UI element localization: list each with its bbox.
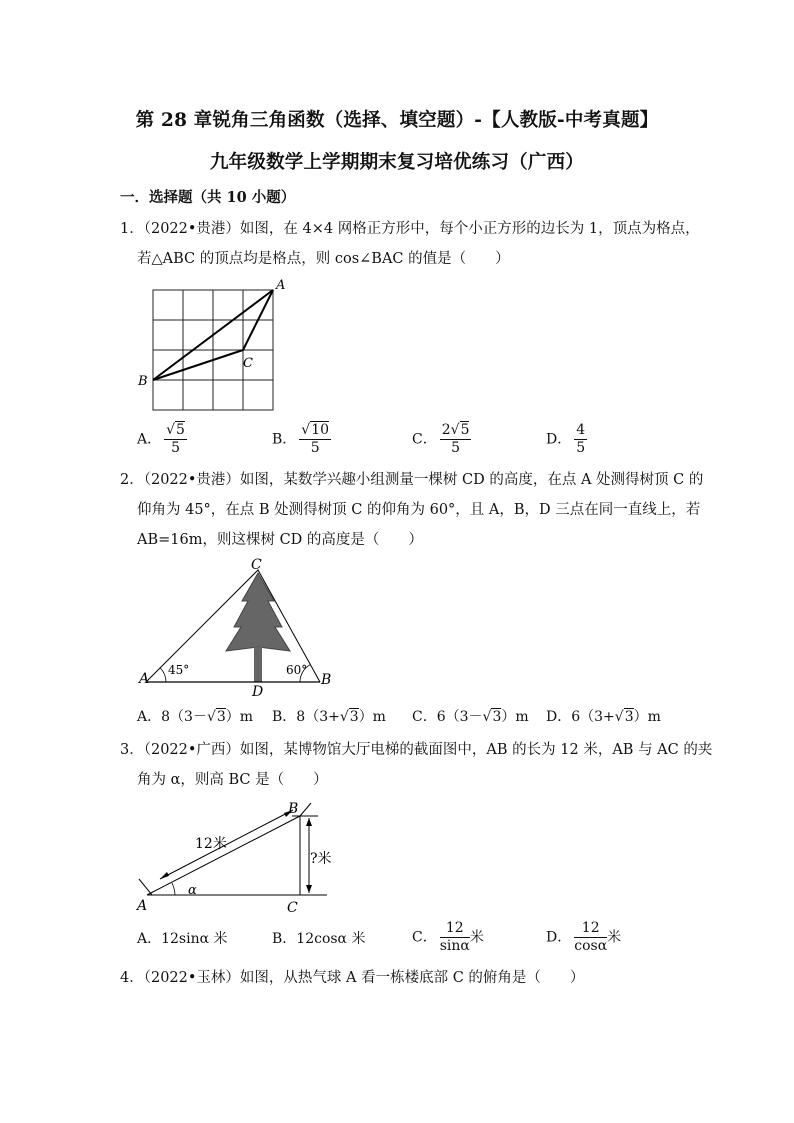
q2-tree-figure (130, 555, 345, 700)
q2-label-c: C (251, 557, 262, 573)
title-line-1: 第 28 章锐角三角函数（选择、填空题）-【人教版-中考真题】 (135, 110, 659, 131)
q3-escalator-figure (130, 795, 345, 920)
q3-label-a: A (137, 898, 148, 914)
q2-line-3: AB=16m，则这棵树 CD 的高度是（ ） (137, 532, 423, 548)
q3-line-2: 角为 α，则高 BC 是（ ） (137, 772, 328, 788)
title-line-2: 九年级数学上学期期末复习培优练习（广西） (209, 152, 584, 173)
q1-label-c: C (243, 356, 253, 371)
q2-angle-b: 60° (286, 663, 308, 677)
q3-option-a: A．12sinα 米 (137, 931, 228, 947)
q3-label-b: B (288, 801, 299, 817)
q2-option-d: D．6（3+√3）m (546, 709, 661, 725)
q2-line-1: 2．（2022•贵港）如图，某数学兴趣小组测量一棵树 CD 的高度，在点 A 处测得树顶 C 的 (120, 472, 704, 488)
q1-label-b: B (138, 374, 148, 389)
q3-option-b: B．12cosα 米 (272, 931, 366, 947)
q2-tree-trunk (254, 647, 262, 682)
q3-option-d: D． $\frac{12}{\cos\alpha}$ 米 (546, 920, 622, 954)
q3-line-1: 3．（2022•广西）如图，某博物馆大厅电梯的截面图中，AB 的长为 12 米，AB 与 AC 的夹 (120, 742, 713, 758)
q2-option-c: C．6（3－√3）m (412, 709, 529, 725)
q2-angle-a: 45° (168, 663, 190, 677)
q2-label-b: B (321, 672, 332, 688)
q1-option-d: D． $\frac{4}{5}$ (546, 422, 586, 456)
q1-line-1: 1．（2022•贵港）如图，在 4×4 网格正方形中，每个小正方形的边长为 1，顶点为格点， (120, 221, 700, 237)
q3-option-c: C． $\frac{12}{\sin\alpha}$ 米 (412, 920, 484, 954)
section-heading: 一．选择题（共 10 小题） (120, 189, 296, 206)
q2-label-a: A (139, 671, 150, 687)
q2-label-d: D (252, 684, 264, 700)
q1-grid-figure (130, 275, 300, 420)
q2-line-2: 仰角为 45°，在点 B 处测得树顶 C 的仰角为 60°，且 A，B，D 三点在同一直线上，若 (137, 502, 701, 518)
q3-label-c: C (287, 900, 298, 916)
q2-tree-foliage (226, 573, 290, 651)
q3-height-label: ?米 (310, 851, 332, 867)
q4-line-1: 4．（2022•玉林）如图，从热气球 A 看一栋楼底部 C 的俯角是（ ） (120, 970, 585, 986)
q1-option-a: A． $\frac{√5}{5}$ (137, 422, 185, 456)
q3-angle-label: α (188, 883, 197, 898)
q1-line-2: 若△ABC 的顶点均是格点，则 cos∠BAC 的值是（ ） (137, 251, 510, 267)
q1-option-b: B． $\frac{√10}{5}$ (272, 422, 330, 456)
q2-option-b: B．8（3+√3）m (272, 709, 386, 725)
q2-option-a: A．8（3－√3）m (137, 709, 254, 725)
q1-label-a: A (276, 278, 286, 293)
q1-option-c: C． $\frac{2√5}{5}$ (412, 422, 470, 456)
q3-length-label: 12米 (195, 836, 227, 852)
